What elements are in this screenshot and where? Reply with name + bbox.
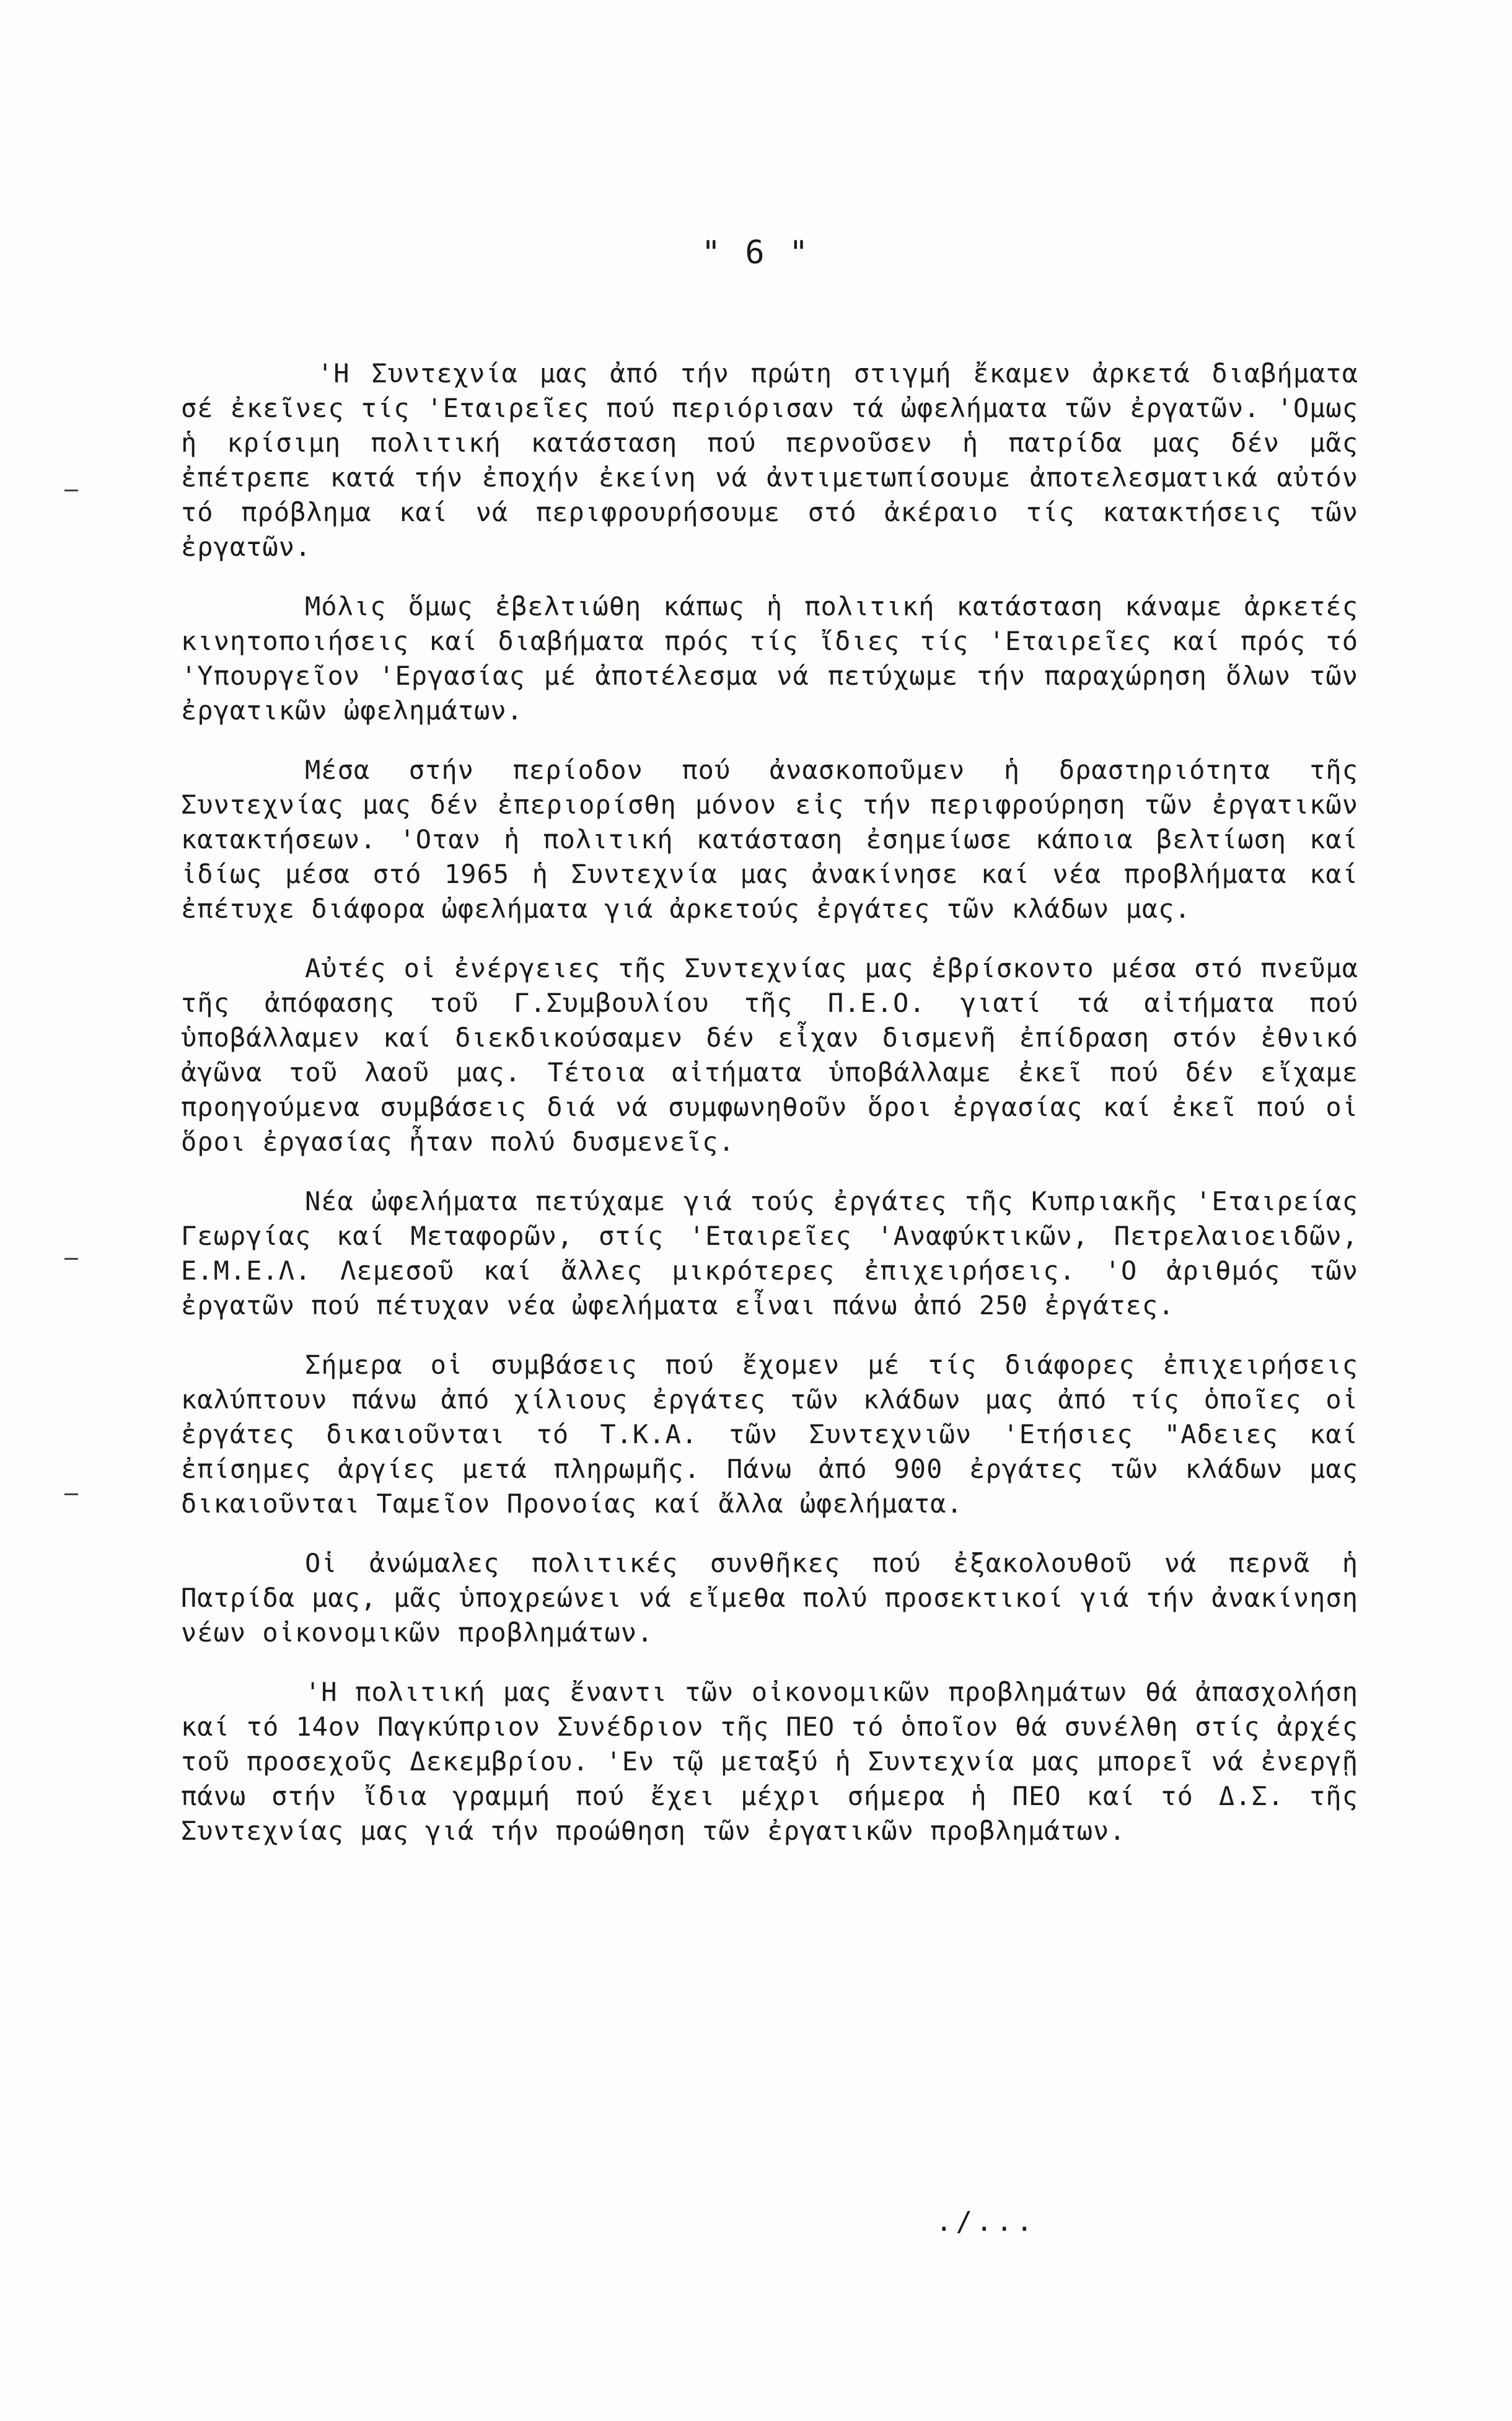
page-number: " 6 " [701, 234, 811, 271]
paragraph: Νέα ὠφελήματα πετύχαμε γιά τούς ἐργάτες τῆς Κυπριακῆς 'Εταιρείας Γεωργίας καί Μεταφορῶν, στίς 'Εταιρεῖες 'Αναφύκτικῶν, Πετρελαιοειδῶν, Ε.Μ.Ε.Λ. Λεμεσοῦ καί ἄλλες μικρότερες ἐπιχειρήσεις. 'Ο ἀριθμός τῶν ἐργατῶν πού πέτυχαν νέα ὠφελήματα εἶναι πάνω ἀπό 250 ἐργάτες. [181, 1186, 1358, 1320]
paragraph: Σήμερα οἱ συμβάσεις πού ἔχομεν μέ τίς διάφορες ἐπιχειρήσεις καλύπτουν πάνω ἀπό χίλιους ἐργάτες τῶν κλάδων μας ἀπό τίς ὁποῖες οἱ ἐργάτες δικαιοῦνται τό Τ.Κ.Α. τῶν Συντεχνιῶν 'Ετήσιες "Αδειες καί ἐπίσημες ἀργίες μετά πληρωμῆς. Πάνω ἀπό 900 ἐργάτες τῶν κλάδων μας δικαιοῦνται Ταμεῖον Προνοίας καί ἄλλα ὠφελήματα. [181, 1350, 1358, 1519]
continuation-mark: ./... [936, 2206, 1037, 2238]
paragraph: 'Η Συντεχνία μας ἀπό τήν πρώτη στιγμή ἔκαμεν ἀρκετά διαβήματα σέ ἐκεῖνες τίς 'Εταιρεῖες πού περιόρισαν τά ὠφελήματα τῶν ἐργατῶν. 'Ομως ἡ κρίσιμη πολιτική κατάσταση πού περνοῦσεν ἡ πατρίδα μας δέν μᾶς ἐπέτρεπε κατά τήν ἐποχήν ἐκείνη νά ἀντιμετωπίσουμε ἀποτελεσματικά αὐτόν τό πρόβλημα καί νά περιφρουρήσουμε στό ἀκέραιο τίς κατακτήσεις τῶν ἐργατῶν. [181, 358, 1358, 562]
paragraph: 'Η πολιτική μας ἔναντι τῶν οἰκονομικῶν προβλημάτων θά ἀπασχολήση καί τό 14ον Παγκύπριον Συνέδριον τῆς ΠΕΟ τό ὁποῖον θά συνέλθη στίς ἀρχές τοῦ προσεχοῦς Δεκεμβρίου. 'Εν τῷ μεταξύ ἡ Συντεχνία μας μπορεῖ νά ἐνεργῇ πάνω στήν ἴδια γραμμή πού ἔχει μέχρι σήμερα ἡ ΠΕΟ καί τό Δ.Σ. τῆς Συντεχνίας μας γιά τήν προώθηση τῶν ἐργατικῶν προβλημάτων. [181, 1677, 1358, 1846]
paragraph: Αὐτές οἱ ἐνέργειες τῆς Συντεχνίας μας ἐβρίσκοντο μέσα στό πνεῦμα τῆς ἀπόφασης τοῦ Γ.Συμβουλίου τῆς Π.Ε.Ο. γιατί τά αἰτήματα πού ὑποβάλλαμεν καί διεκδικούσαμεν δέν εἶχαν δισμενῆ ἐπίδραση στόν ἐθνικό ἀγῶνα τοῦ λαοῦ μας. Τέτοια αἰτήματα ὑποβάλλαμε ἐκεῖ πού δέν εἴχαμε προηγούμενα συμβάσεις διά νά συμφωνηθοῦν ὅροι ἐργασίας καί ἐκεῖ πού οἱ ὅροι ἐργασίας ἦταν πολύ δυσμενεῖς. [181, 953, 1358, 1157]
margin-mark [64, 1493, 78, 1495]
margin-mark [64, 490, 78, 491]
paragraph: Μόλις ὅμως ἐβελτιώθη κάπως ἡ πολιτική κατάσταση κάναμε ἀρκετές κινητοποιήσεις καί διαβήματα πρός τίς ἴδιες τίς 'Εταιρεῖες καί πρός τό 'Υπουργεῖον 'Εργασίας μέ ἀποτέλεσμα νά πετύχωμε τήν παραχώρηση ὅλων τῶν ἐργατικῶν ὠφελημάτων. [181, 591, 1358, 726]
document-body [181, 356, 1358, 1873]
paragraph: Οἱ ἀνώμαλες πολιτικές συνθῆκες πού ἐξακολουθοῦ νά περνᾶ ἡ Πατρίδα μας, μᾶς ὑποχρεώνει νά εἴμεθα πολύ προσεκτικοί γιά τήν ἀνακίνηση νέων οἰκονομικῶν προβλημάτων. [181, 1548, 1358, 1648]
paragraph: Μέσα στήν περίοδον πού ἀνασκοποῦμεν ἡ δραστηριότητα τῆς Συντεχνίας μας δέν ἐπεριορίσθη μόνον εἰς τήν περιφρούρηση τῶν ἐργατικῶν κατακτήσεων. 'Οταν ἡ πολιτική κατάσταση ἐσημείωσε κάποια βελτίωση καί ἰδίως μέσα στό 1965 ἡ Συντεχνία μας ἀνακίνησε καί νέα προβλήματα καί ἐπέτυχε διάφορα ὠφελήματα γιά ἀρκετούς ἐργάτες τῶν κλάδων μας. [181, 755, 1358, 924]
margin-mark [64, 1258, 78, 1260]
